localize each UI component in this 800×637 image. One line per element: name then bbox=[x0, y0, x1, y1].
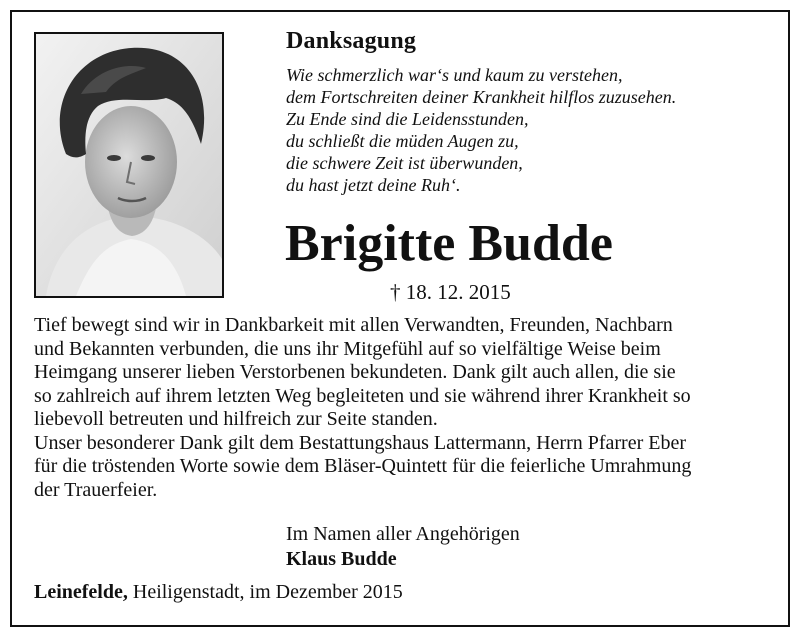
poem bbox=[286, 64, 676, 196]
body-line: Heimgang unserer lieben Verstorbenen bekundeten. Dank gilt auch allen, die sie bbox=[34, 361, 676, 383]
poem-line: dem Fortschreiten deiner Krankheit hilflos zuzusehen. bbox=[286, 87, 677, 107]
death-date: † 18. 12. 2015 bbox=[390, 280, 511, 304]
poem-line: du schließt die müden Augen zu, bbox=[286, 131, 519, 151]
body-line: Unser besonderer Dank gilt dem Bestattungshaus Lattermann, Herrn Pfarrer Eber bbox=[34, 431, 687, 454]
notice-heading: Danksagung bbox=[286, 28, 417, 54]
body-line: für die tröstenden Worte sowie dem Bläser-Quintett für die feierliche Umrahmung bbox=[34, 455, 692, 477]
poem-line: Wie schmerzlich war‘s und kaum zu verstehen, bbox=[286, 65, 623, 85]
body-line: so zahlreich auf ihrem letzten Weg begleiteten und sie während ihrer Krankheit so bbox=[34, 384, 691, 407]
body-line: liebevoll betreuten und hilfreich zur Seite standen. bbox=[34, 408, 438, 430]
body-line: Tief bewegt sind wir in Dankbarkeit mit allen Verwandten, Freunden, Nachbarn bbox=[34, 314, 673, 336]
place-and-date bbox=[34, 581, 403, 604]
poem-line: die schwere Zeit ist überwunden, bbox=[286, 153, 523, 173]
body-line: der Trauerfeier. bbox=[34, 478, 158, 501]
portrait-image bbox=[36, 34, 222, 296]
closing-line: Im Namen aller Angehörigen bbox=[286, 523, 520, 545]
signature: Klaus Budde bbox=[286, 548, 397, 570]
thanks-text bbox=[34, 314, 768, 502]
deceased-name: Brigitte Budde bbox=[285, 215, 613, 272]
place-town: Leinefelde, bbox=[34, 581, 128, 603]
closing-block bbox=[286, 522, 520, 572]
place-rest: Heiligenstadt, im Dezember 2015 bbox=[127, 581, 403, 603]
poem-line: du hast jetzt deine Ruh‘. bbox=[286, 175, 461, 195]
poem-line: Zu Ende sind die Leidensstunden, bbox=[286, 109, 529, 129]
body-line: und Bekannten verbunden, die uns ihr Mitgefühl auf so vielfältige Weise beim bbox=[34, 337, 661, 360]
portrait-photo bbox=[34, 32, 224, 298]
